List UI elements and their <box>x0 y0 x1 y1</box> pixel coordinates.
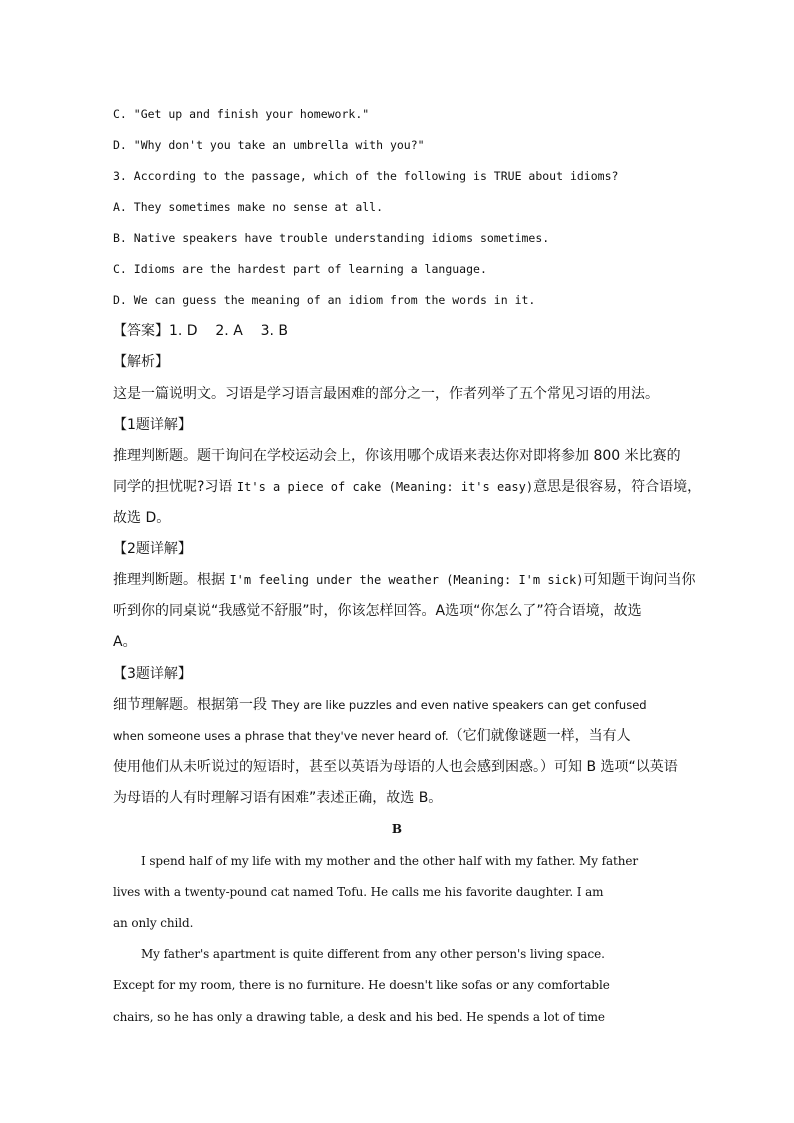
detail2-heading: 【2题详解】 <box>113 541 192 557</box>
question3-option-c: C. Idioms are the hardest part of learning a language. <box>113 262 487 276</box>
detail2-line3: A。 <box>113 634 137 650</box>
question2-option-c: C. "Get up and finish your homework." <box>113 107 370 121</box>
passage-b-p2-line1: My father's apartment is quite different from any other person's living space. <box>141 947 605 961</box>
detail2-line2: 听到你的同桌说“我感觉不舒服”时，你该怎样回答。A选项“你怎么了”符合语境，故选 <box>113 603 642 619</box>
detail2-line1 <box>113 571 696 589</box>
detail1-line3: 故选 D。 <box>113 510 171 526</box>
passage-b-p2-line2: Except for my room, there is no furniture. He doesn't like sofas or any comfortable <box>113 978 610 992</box>
passage-b-p1-line1: I spend half of my life with my mother and the other half with my father. My father <box>141 854 638 868</box>
detail1-line1: 推理判断题。题干询问在学校运动会上，你该用哪个成语来表达你对即将参加 800 米比赛的 <box>113 448 681 464</box>
passage-b-p1-line2: lives with a twenty-pound cat named Tofu. He calls me his favorite daughter. I am <box>113 885 604 899</box>
detail3-line2-cn: （它们就像谜题一样，当有人 <box>448 728 631 744</box>
detail1-line2-cn2: 意思是很容易，符合语境， <box>533 479 702 495</box>
passage-b-p1-line3: an only child. <box>113 916 194 930</box>
detail3-line1 <box>113 696 681 714</box>
passage-b-label: B <box>391 822 403 836</box>
question3-option-b: B. Native speakers have trouble understanding idioms sometimes. <box>113 231 550 245</box>
detail1-line2-cn: 同学的担忧呢?习语 <box>113 479 237 495</box>
detail3-line2-en: when someone uses a phrase that they've never heard of. <box>113 729 449 743</box>
question3-stem: 3. According to the passage, which of the following is TRUE about idioms? <box>113 169 619 183</box>
question3-option-a: A. They sometimes make no sense at all. <box>113 200 384 214</box>
detail1-heading: 【1题详解】 <box>113 417 192 433</box>
question3-option-d: D. We can guess the meaning of an idiom from the words in it. <box>113 293 536 307</box>
answer-line: 【答案】1. D 2. A 3. B <box>113 323 288 339</box>
detail3-heading: 【3题详解】 <box>113 666 192 682</box>
detail2-line1-cn: 推理判断题。根据 <box>113 572 230 588</box>
detail3-line2 <box>113 727 681 745</box>
detail3-line1-cn: 细节理解题。根据第一段 <box>113 697 272 713</box>
detail1-line2-en: It's a piece of cake (Meaning: it's easy) <box>236 480 534 494</box>
analysis-summary: 这是一篇说明文。习语是学习语言最困难的部分之一，作者列举了五个常见习语的用法。 <box>113 386 659 402</box>
detail3-line1-en: They are like puzzles and even native speakers can get confused <box>271 698 647 712</box>
detail2-line1-en: I'm feeling under the weather (Meaning: I'm sick) <box>229 573 584 587</box>
analysis-heading: 【解析】 <box>113 354 169 370</box>
question2-option-d: D. "Why don't you take an umbrella with you?" <box>113 138 425 152</box>
detail3-line3: 使用他们从未听说过的短语时，甚至以英语为母语的人也会感到困惑。）可知 B 选项“以英语 <box>113 759 678 775</box>
passage-b-p2-line3: chairs, so he has only a drawing table, a desk and his bed. He spends a lot of time <box>113 1010 605 1024</box>
detail2-line1-cn2: 可知题干询问当你 <box>583 572 696 588</box>
detail3-line4: 为母语的人有时理解习语有困难”表述正确，故选 B。 <box>113 790 443 806</box>
detail1-line2 <box>113 478 702 496</box>
